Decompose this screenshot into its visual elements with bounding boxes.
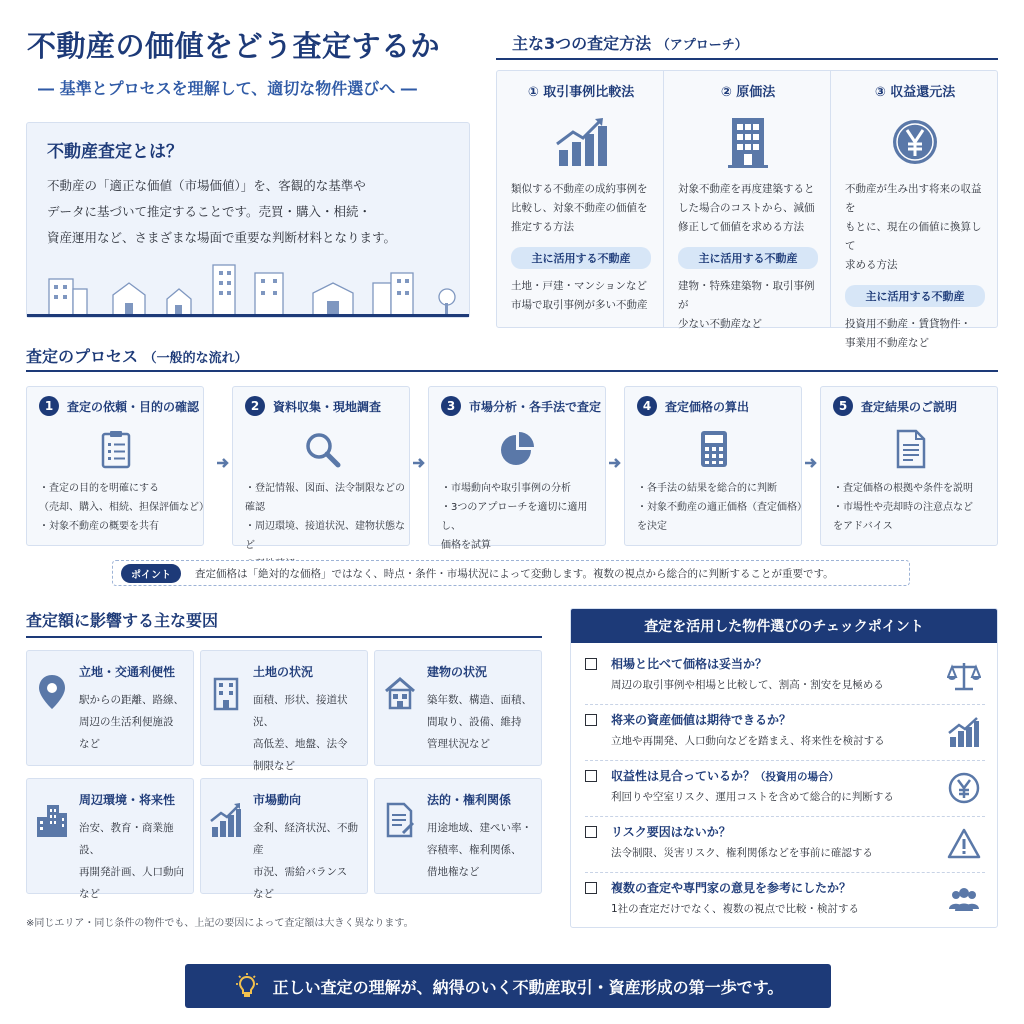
- factors-divider: [26, 636, 542, 638]
- factor-line: 間取り、設備、維持: [427, 716, 522, 728]
- method-title: ② 原価法: [720, 85, 776, 100]
- factor-line: 再開発計画、人口動向: [79, 866, 184, 878]
- checkpoint-question-text: リスク要因はないか？: [611, 825, 731, 839]
- land-building-icon: [209, 673, 243, 711]
- map-pin-icon: [35, 673, 69, 711]
- checkpoint-answer: 1社の査定だけでなく、複数の視点で比較・検討する: [611, 903, 859, 915]
- checkbox[interactable]: [585, 882, 597, 894]
- magnifier-icon: [302, 429, 342, 469]
- checkpoint-item: [585, 877, 985, 929]
- method-desc-line: 推定する方法: [511, 221, 574, 233]
- process-step: [428, 386, 606, 551]
- methods-divider: [496, 58, 998, 60]
- factor-line: 治安、教育・商業施設、: [79, 822, 174, 856]
- step-line: ・市場性や売却時の注意点など: [833, 502, 973, 513]
- method-title: ③ 収益還元法: [874, 85, 956, 100]
- checkpoint-answer: 周辺の取引事例や相場と比較して、割高・割安を見極める: [611, 679, 884, 691]
- lightbulb-icon: [233, 972, 261, 1000]
- method-usage-badge: 主に活用する不動産: [845, 285, 985, 307]
- step-number: 4: [637, 396, 657, 416]
- method-card: [831, 71, 997, 349]
- method-use-line: 市場で取引事例が多い不動産: [511, 299, 648, 311]
- method-card: [497, 71, 664, 327]
- step-body: [39, 479, 209, 536]
- factor-body: [253, 817, 365, 905]
- point-note: [112, 560, 910, 586]
- checkpoint-answer: 立地や再開発、人口動向などを踏まえ、将来性を検討する: [611, 735, 885, 747]
- method-use-line: 建物・特殊建築物・取引事例が: [678, 280, 815, 311]
- arrow-right-icon: [804, 456, 818, 470]
- pie-chart-icon: [498, 429, 538, 469]
- methods-title-main: 主な3つの査定方法: [512, 34, 652, 53]
- city-skyline-illustration: [43, 263, 463, 317]
- growth-chart-icon: [947, 715, 981, 749]
- city-icon: [35, 801, 69, 839]
- checkpoint-item: [585, 709, 985, 761]
- house-icon: [383, 673, 417, 711]
- methods-section-title: [512, 31, 748, 54]
- step-line: ・3つのアプローチを適切に適用し、: [441, 502, 588, 532]
- step-title: 査定の依頼・目的の確認: [67, 399, 200, 414]
- factors-section-title: 査定額に影響する主な要因: [26, 611, 219, 630]
- process-divider: [26, 370, 998, 372]
- method-usage-badge: 主に活用する不動産: [678, 247, 818, 269]
- method-desc-line: 不動産が生み出す将来の収益を: [845, 183, 982, 214]
- method-usage: [678, 277, 818, 334]
- checkpoint-question: [611, 823, 731, 840]
- factor-body: [253, 689, 365, 777]
- checkpoint-question-text: 複数の査定や専門家の意見を参考にしたか？: [611, 881, 852, 895]
- footer-banner: [185, 964, 831, 1008]
- checkpoint-title: 査定を活用した物件選びのチェックポイント: [571, 609, 997, 643]
- method-usage: [845, 315, 985, 353]
- step-body: [833, 479, 999, 536]
- step-body: [441, 479, 607, 555]
- process-step: [26, 386, 209, 546]
- method-desc-line: 求める方法: [845, 259, 898, 271]
- checkbox[interactable]: [585, 770, 597, 782]
- checkbox[interactable]: [585, 714, 597, 726]
- point-text: 査定価格は「絶対的な価格」ではなく、時点・条件・市場状況によって変動します。複数の視点から総合的に判断することが重要です。: [195, 567, 834, 580]
- factor-line: など: [253, 888, 274, 900]
- step-number: 5: [833, 396, 853, 416]
- factor-line: 用途地域、建ぺい率・: [427, 822, 532, 834]
- checkpoint-question: [611, 767, 839, 784]
- intro-body: [47, 173, 447, 251]
- step-line: を決定: [637, 521, 667, 532]
- method-desc-line: もとに、現在の価値に換算して: [845, 221, 982, 252]
- factors-footnote: ※同じエリア・同じ条件の物件でも、上記の要因によって査定額は大きく異なります。: [26, 918, 414, 929]
- factor-body: [79, 689, 191, 755]
- step-line: ・査定価格の根拠や条件を説明: [833, 483, 973, 494]
- step-number: 1: [39, 396, 59, 416]
- intro-title: 不動産査定とは？: [47, 142, 183, 162]
- factor-line: 管理状況など: [427, 738, 490, 750]
- factor-body: [427, 689, 539, 755]
- step-number: 3: [441, 396, 461, 416]
- factor-line: 周辺の生活利便施設: [79, 716, 174, 728]
- checkpoint-question: [611, 655, 767, 672]
- factor-card: [200, 778, 368, 900]
- checkpoint-question-text: 相場と比べて価格は妥当か？: [611, 657, 768, 671]
- factor-body: [79, 817, 191, 905]
- contract-icon: [383, 801, 417, 839]
- process-step: [820, 386, 998, 546]
- factor-card: [26, 650, 194, 766]
- factor-title: 法的・権利関係: [427, 793, 512, 807]
- factor-line: など: [79, 738, 100, 750]
- factor-body: [427, 817, 539, 883]
- factor-title: 立地・交通利便性: [79, 665, 176, 679]
- arrow-right-icon: [608, 456, 622, 470]
- step-line: ・登記情報、図面、法令制限などの確認: [245, 483, 405, 513]
- method-desc-line: した場合のコストから、減価: [678, 202, 815, 214]
- step-title: 市場分析・各手法で査定: [469, 399, 602, 414]
- factor-line: 金利、経済状況、不動産: [253, 822, 358, 856]
- yen-circle-icon: [947, 771, 981, 805]
- method-desc-line: 類似する不動産の成約事例を: [511, 183, 648, 195]
- method-desc-line: 比較し、対象不動産の価値を: [511, 202, 648, 214]
- process-step: [232, 386, 410, 551]
- method-title: ① 取引事例比較法: [527, 85, 635, 100]
- method-use-line: 事業用不動産など: [845, 337, 929, 349]
- footer-text: 正しい査定の理解が、納得のいく不動産取引・資産形成の第一歩です。: [272, 977, 784, 997]
- checkpoint-question-sub: （投資用の場合）: [755, 771, 840, 783]
- factor-title: 市場動向: [253, 793, 302, 807]
- point-badge: ポイント: [121, 564, 181, 583]
- step-line: ・各手法の結果を総合的に判断: [637, 483, 777, 494]
- yen-icon: [887, 114, 943, 170]
- checkpoint-question: [611, 711, 791, 728]
- method-usage-badge: 主に活用する不動産: [511, 247, 651, 269]
- process-section-title: [26, 344, 248, 367]
- warning-icon: [947, 827, 981, 861]
- factor-line: 市況、需給バランス: [253, 866, 348, 878]
- step-line: ・周辺環境、接道状況、建物状態など: [245, 521, 405, 551]
- checkpoint-item: [585, 653, 985, 705]
- intro-panel: [26, 122, 470, 318]
- people-icon: [947, 883, 981, 917]
- method-desc-line: 修正して価値を求める方法: [678, 221, 804, 233]
- chart-up-icon: [553, 114, 609, 170]
- factor-card: [374, 650, 542, 766]
- step-number: 2: [245, 396, 265, 416]
- page-title: 不動産の価値をどう査定するか: [27, 29, 441, 63]
- method-usage: [511, 277, 651, 315]
- step-title: 査定結果のご説明: [861, 399, 958, 414]
- factor-line: 容積率、権利関係、: [427, 844, 522, 856]
- step-line: ・対象不動産の概要を共有: [39, 521, 159, 532]
- calculator-icon: [694, 429, 734, 469]
- step-body: [637, 479, 807, 536]
- method-description: [845, 180, 985, 275]
- factor-line: 制限など: [253, 760, 295, 772]
- step-line: ・市場動向や取引事例の分析: [441, 483, 571, 494]
- factor-card: [374, 778, 542, 894]
- method-use-line: 土地・戸建・マンションなど: [511, 280, 648, 292]
- step-title: 査定価格の算出: [665, 399, 750, 414]
- factor-card: [26, 778, 194, 900]
- factor-title: 周辺環境・将来性: [79, 793, 176, 807]
- factor-title: 土地の状況: [253, 665, 314, 679]
- checkpoint-question-text: 収益性は見合っているか？: [611, 769, 756, 783]
- trend-chart-icon: [209, 801, 243, 839]
- method-description: [678, 180, 818, 237]
- method-description: [511, 180, 651, 237]
- checkbox[interactable]: [585, 826, 597, 838]
- arrow-right-icon: [216, 456, 230, 470]
- factor-line: 築年数、構造、面積、: [427, 694, 532, 706]
- checkpoint-answer: 利回りや空室リスク、運用コストを含めて総合的に判断する: [611, 791, 894, 803]
- clipboard-icon: [96, 429, 136, 469]
- checkpoint-question: [611, 879, 851, 896]
- factor-title: 建物の状況: [427, 665, 488, 679]
- checkpoint-question-text: 将来の資産価値は期待できるか？: [611, 713, 792, 727]
- factor-line: 借地権など: [427, 866, 480, 878]
- checkbox[interactable]: [585, 658, 597, 670]
- process-step: [624, 386, 807, 546]
- intro-line: 不動産の「適正な価値（市場価値）」を、客観的な基準や: [47, 178, 366, 193]
- factor-line: 面積、形状、接道状況、: [253, 694, 348, 728]
- intro-line: データに基づいて推定することです。売買・購入・相続・: [47, 204, 372, 219]
- method-use-line: 少ない不動産など: [678, 318, 762, 330]
- checkpoint-answer: 法令制限、災害リスク、権利関係などを事前に確認する: [611, 847, 873, 859]
- step-line: ・査定の目的を明確にする: [39, 483, 159, 494]
- process-title-main: 査定のプロセス: [26, 347, 139, 366]
- methods-title-paren: （アプローチ）: [656, 38, 748, 53]
- factor-card: [200, 650, 368, 772]
- checkpoint-item: [585, 765, 985, 817]
- process-title-paren: （一般的な流れ）: [143, 351, 248, 366]
- intro-baseline: [27, 314, 469, 317]
- method-use-line: 投資用不動産・賃貸物件・: [845, 318, 971, 330]
- factor-line: など: [79, 888, 100, 900]
- arrow-right-icon: [412, 456, 426, 470]
- scale-icon: [947, 659, 981, 693]
- building-icon: [720, 114, 776, 170]
- intro-line: 資産運用など、さまざまな場面で重要な判断材料となります。: [47, 230, 397, 245]
- document-icon: [890, 429, 930, 469]
- step-line: をアドバイス: [833, 521, 893, 532]
- checkpoint-item: [585, 821, 985, 873]
- step-line: 価格を試算: [441, 540, 491, 551]
- page-subtitle: ― 基準とプロセスを理解して、適切な物件選びへ ―: [38, 79, 417, 98]
- factor-line: 高低差、地盤、法令: [253, 738, 348, 750]
- step-title: 資料収集・現地調査: [273, 399, 382, 414]
- method-card: [664, 71, 831, 330]
- checkpoint-panel: [570, 608, 998, 928]
- method-desc-line: 対象不動産を再度建築すると: [678, 183, 815, 195]
- step-line: ・対象不動産の適正価格（査定価格）: [637, 502, 807, 513]
- methods-panel: [496, 70, 998, 349]
- factor-line: 駅からの距離、路線、: [79, 694, 184, 706]
- step-line: （売却、購入、相続、担保評価など）: [39, 502, 209, 513]
